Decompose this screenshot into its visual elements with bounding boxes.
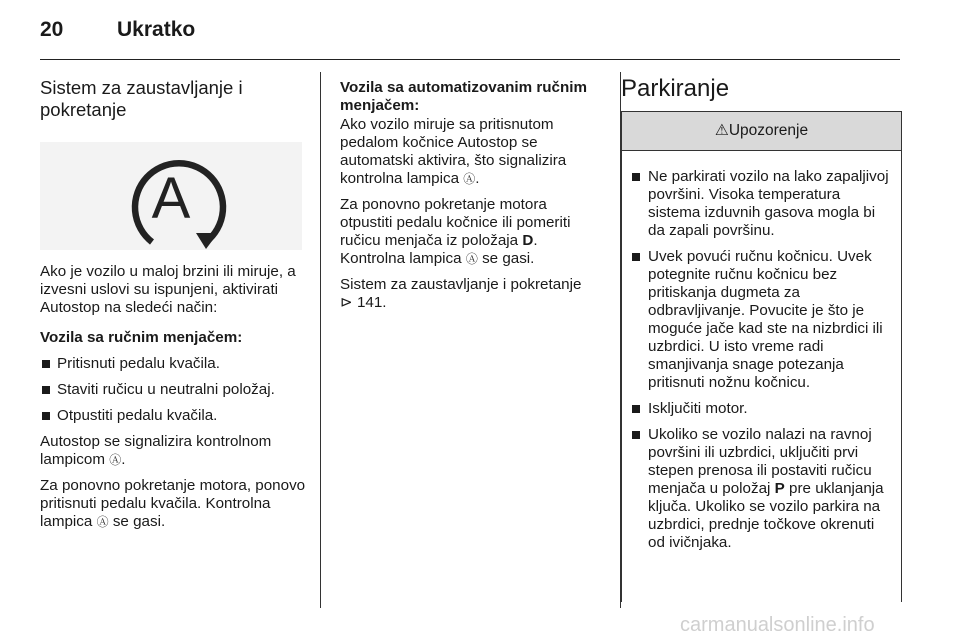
page-header <box>40 18 920 48</box>
auto-paragraph: Ako vozilo miruje sa pritisnutom pedalom kočnice Autostop se automatski aktivira, što signalizira kontrolna lampica Ⓐ. <box>340 116 567 187</box>
autostop-a-icon <box>40 142 302 250</box>
autostop-signal-paragraph: Autostop se signalizira kontrolnom lampicom Ⓐ. <box>40 433 272 468</box>
control-lamp-icon: Ⓐ <box>109 453 122 467</box>
header-rule <box>40 59 900 60</box>
middle-column <box>340 79 602 320</box>
list-item: Otpustiti pedalu kvačila. <box>40 407 310 425</box>
list-item: Uvek povući ručnu kočnicu. Uvek potegnite ručnu kočnicu bez pritiskanja dugmeta za odbravljivanje. Povucite je što je moguće jače kad ste na nizbrdici ili uzbrdici. U isto vreme radi smanjivanja snage potezanja pritisnuti nožnu kočnicu. <box>630 248 893 392</box>
manual-steps-list <box>40 355 310 425</box>
section-heading: Sistem za zaustavljanje i pokretanje <box>40 77 243 120</box>
autostop-figure <box>40 142 302 250</box>
control-lamp-icon: Ⓐ <box>465 252 478 266</box>
page-reference-link[interactable]: 141. <box>356 294 387 311</box>
left-column <box>40 77 310 539</box>
page-title: Ukratko <box>117 18 196 41</box>
auto-heading: Vozila sa automatizovanim ručnim menjačem: <box>340 79 587 114</box>
warning-box <box>621 111 902 602</box>
warning-header <box>622 112 901 151</box>
intro-paragraph: Ako je vozilo u maloj brzini ili miruje, a izvesni uslovi su ispunjeni, aktivirati Autostop na sledeći način: <box>40 263 296 316</box>
list-item: Ne parkirati vozilo na lako zapaljivoj površini. Visoka temperatura sistema izduvnih gasova mogla bi da zapali površinu. <box>630 168 893 240</box>
warning-title: Upozorenje <box>728 122 809 139</box>
right-column <box>621 74 901 104</box>
page-number: 20 <box>40 18 64 41</box>
list-item: Ukoliko se vozilo nalazi na ravnoj površini ili uzbrdici, uključiti prvi stepen prenosa ili postaviti ručicu menjača u položaj P pre uklanjanja ključa. Ukoliko se vozilo parkira na uzbrdici, prednje točkove okrenuti od ivičnjaka. <box>630 426 893 552</box>
warning-body <box>622 151 901 552</box>
auto-restart-paragraph: Za ponovno pokretanje motora otpustiti pedalu kočnice ili pomeriti ručicu menjača iz položaja D. Kontrolna lampica Ⓐ se gasi. <box>340 196 571 267</box>
restart-paragraph: Za ponovno pokretanje motora, ponovo pritisnuti pedalu kvačila. Kontrolna lampica Ⓐ se gasi. <box>40 477 306 530</box>
list-item: Staviti ručicu u neutralni položaj. <box>40 381 310 399</box>
list-item: Pritisnuti pedalu kvačila. <box>40 355 310 373</box>
manual-heading: Vozila sa ručnim menjačem: <box>40 329 243 346</box>
parking-heading: Parkiranje <box>621 75 730 102</box>
list-item: Isključiti motor. <box>630 400 893 418</box>
watermark: carmanualsonline.info <box>680 614 875 636</box>
page-ref-arrow-icon: ⊳ <box>340 294 353 311</box>
control-lamp-icon: Ⓐ <box>96 515 109 529</box>
warning-triangle-icon: ⚠ <box>714 122 729 139</box>
control-lamp-icon: Ⓐ <box>463 172 476 186</box>
warning-list <box>630 168 893 552</box>
column-divider <box>320 72 321 608</box>
a-letter: A <box>151 166 191 231</box>
reference-paragraph: Sistem za zaustavljanje i pokretanje ⊳ 141. <box>340 276 582 311</box>
